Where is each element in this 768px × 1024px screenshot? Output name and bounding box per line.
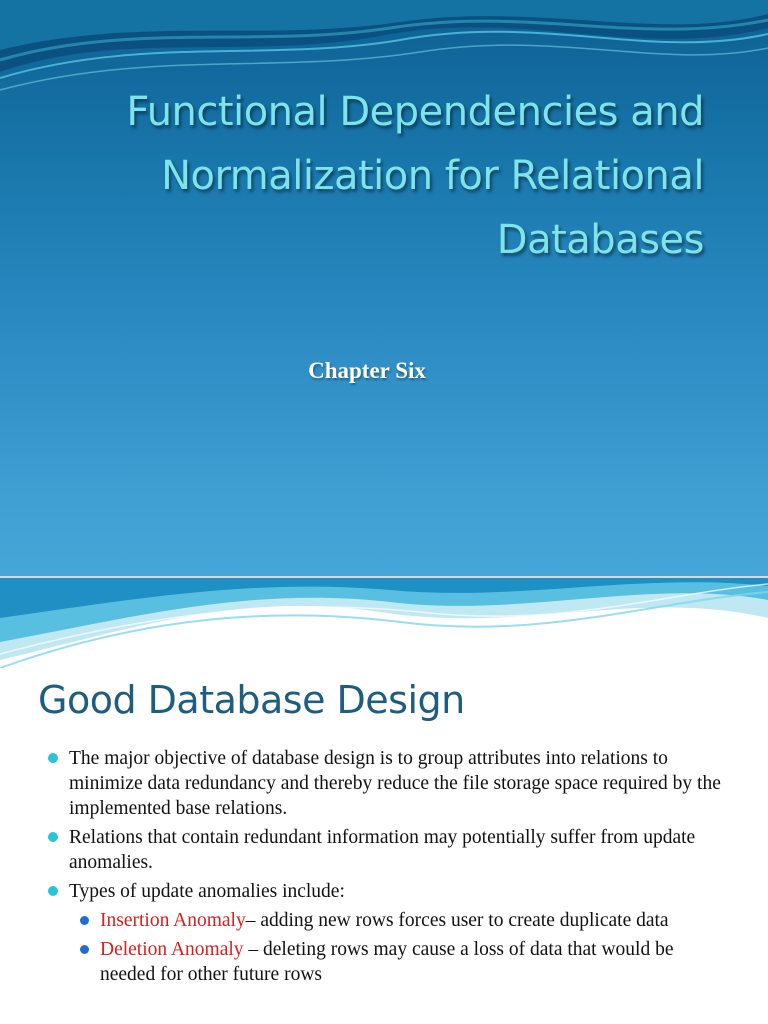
bullet-text: The major objective of database design is to group attributes into relations to minimize data redundancy and thereby reduce the file storage space required by the implemented base relations.	[69, 748, 721, 819]
anomaly-term: Insertion Anomaly	[100, 910, 246, 931]
content-slide	[0, 578, 768, 1024]
slide-subtitle: Chapter Six	[308, 358, 426, 383]
sub-bullet-icon	[80, 916, 89, 925]
bullet-text: Relations that contain redundant information may potentially suffer from update anomalies.	[69, 827, 696, 873]
title-line-3: Databases	[496, 217, 704, 263]
sub-list-item	[48, 937, 728, 987]
list-item	[48, 746, 728, 821]
anomaly-term: Deletion Anomaly	[100, 939, 244, 960]
slide-heading: Good Database Design	[38, 678, 465, 722]
bullet-icon	[48, 753, 58, 763]
sub-list-item	[48, 908, 728, 933]
list-item	[48, 825, 728, 875]
anomaly-description: – adding new rows forces user to create duplicate data	[245, 910, 669, 931]
bullet-text: Types of update anomalies include:	[69, 881, 345, 902]
sub-bullet-icon	[80, 945, 89, 954]
slide-title	[4, 80, 704, 272]
list-item	[48, 879, 728, 904]
anomaly-description: – deleting rows may cause a loss of data that would be needed for other future rows	[100, 939, 674, 985]
title-line-2: Normalization for Relational	[161, 153, 704, 199]
bullet-icon	[48, 886, 58, 896]
wave-decoration	[0, 578, 768, 668]
bullet-list	[48, 746, 728, 991]
title-line-1: Functional Dependencies and	[126, 89, 704, 135]
bullet-icon	[48, 832, 58, 842]
